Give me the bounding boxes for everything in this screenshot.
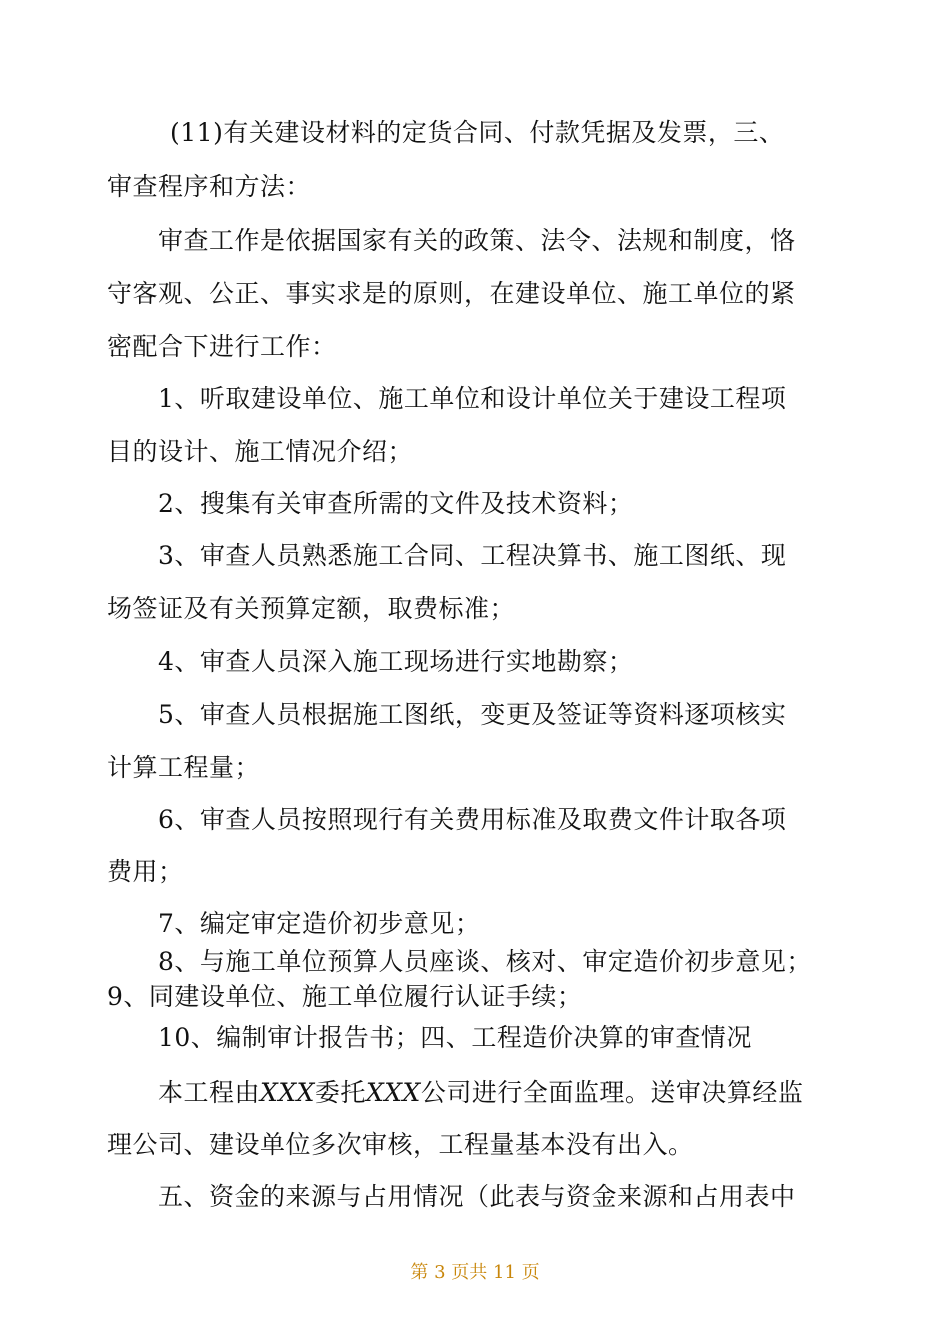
page-number-footer: 第 3 页共 11 页 xyxy=(410,1262,540,1283)
text-line: 审查工作是依据国家有关的政策、法令、法规和制度，恪 xyxy=(158,226,796,255)
text-line: 费用； xyxy=(107,857,184,886)
text-line: 8、与施工单位预算人员座谈、核对、审定造价初步意见； xyxy=(158,947,812,976)
text-line-mixed xyxy=(158,1078,803,1108)
text-line: 10、编制审计报告书；四、工程造价决算的审查情况 xyxy=(158,1023,752,1052)
text-line: 密配合下进行工作： xyxy=(107,332,337,361)
text-line: 理公司、建设单位多次审核，工程量基本没有出入。 xyxy=(107,1130,694,1159)
text-line: 6、审查人员按照现行有关费用标准及取费文件计取各项 xyxy=(158,805,787,834)
text-line: 7、编定审定造价初步意见； xyxy=(158,909,481,938)
placeholder-xxx: XXX xyxy=(365,1078,421,1107)
text-line: 五、资金的来源与占用情况（此表与资金来源和占用表中 xyxy=(158,1182,796,1211)
text-line: 2、搜集有关审查所需的文件及技术资料； xyxy=(158,489,634,518)
text-line: 1、听取建设单位、施工单位和设计单位关于建设工程项 xyxy=(158,384,787,413)
text-segment: 本工程由 xyxy=(158,1078,261,1107)
text-line: 9、同建设单位、施工单位履行认证手续； xyxy=(107,982,583,1011)
text-line: 计算工程量； xyxy=(107,753,261,782)
text-line: 4、审查人员深入施工现场进行实地勘察； xyxy=(158,647,634,676)
text-line: 5、审查人员根据施工图纸，变更及签证等资料逐项核实 xyxy=(158,700,787,729)
text-line: 3、审查人员熟悉施工合同、工程决算书、施工图纸、现 xyxy=(158,541,787,570)
placeholder-xxx: XXX xyxy=(260,1078,315,1107)
text-segment: 公司进行全面监理。送审决算经监 xyxy=(420,1078,804,1107)
text-line: 守客观、公正、事实求是的原则，在建设单位、施工单位的紧 xyxy=(107,279,796,308)
text-segment: 委托 xyxy=(314,1078,366,1107)
text-line: (11)有关建设材料的定货合同、付款凭据及发票，三、 xyxy=(170,118,785,147)
text-line: 场签证及有关预算定额，取费标准； xyxy=(107,594,516,623)
text-line: 审查程序和方法： xyxy=(107,172,312,201)
text-line: 目的设计、施工情况介绍； xyxy=(107,437,414,466)
